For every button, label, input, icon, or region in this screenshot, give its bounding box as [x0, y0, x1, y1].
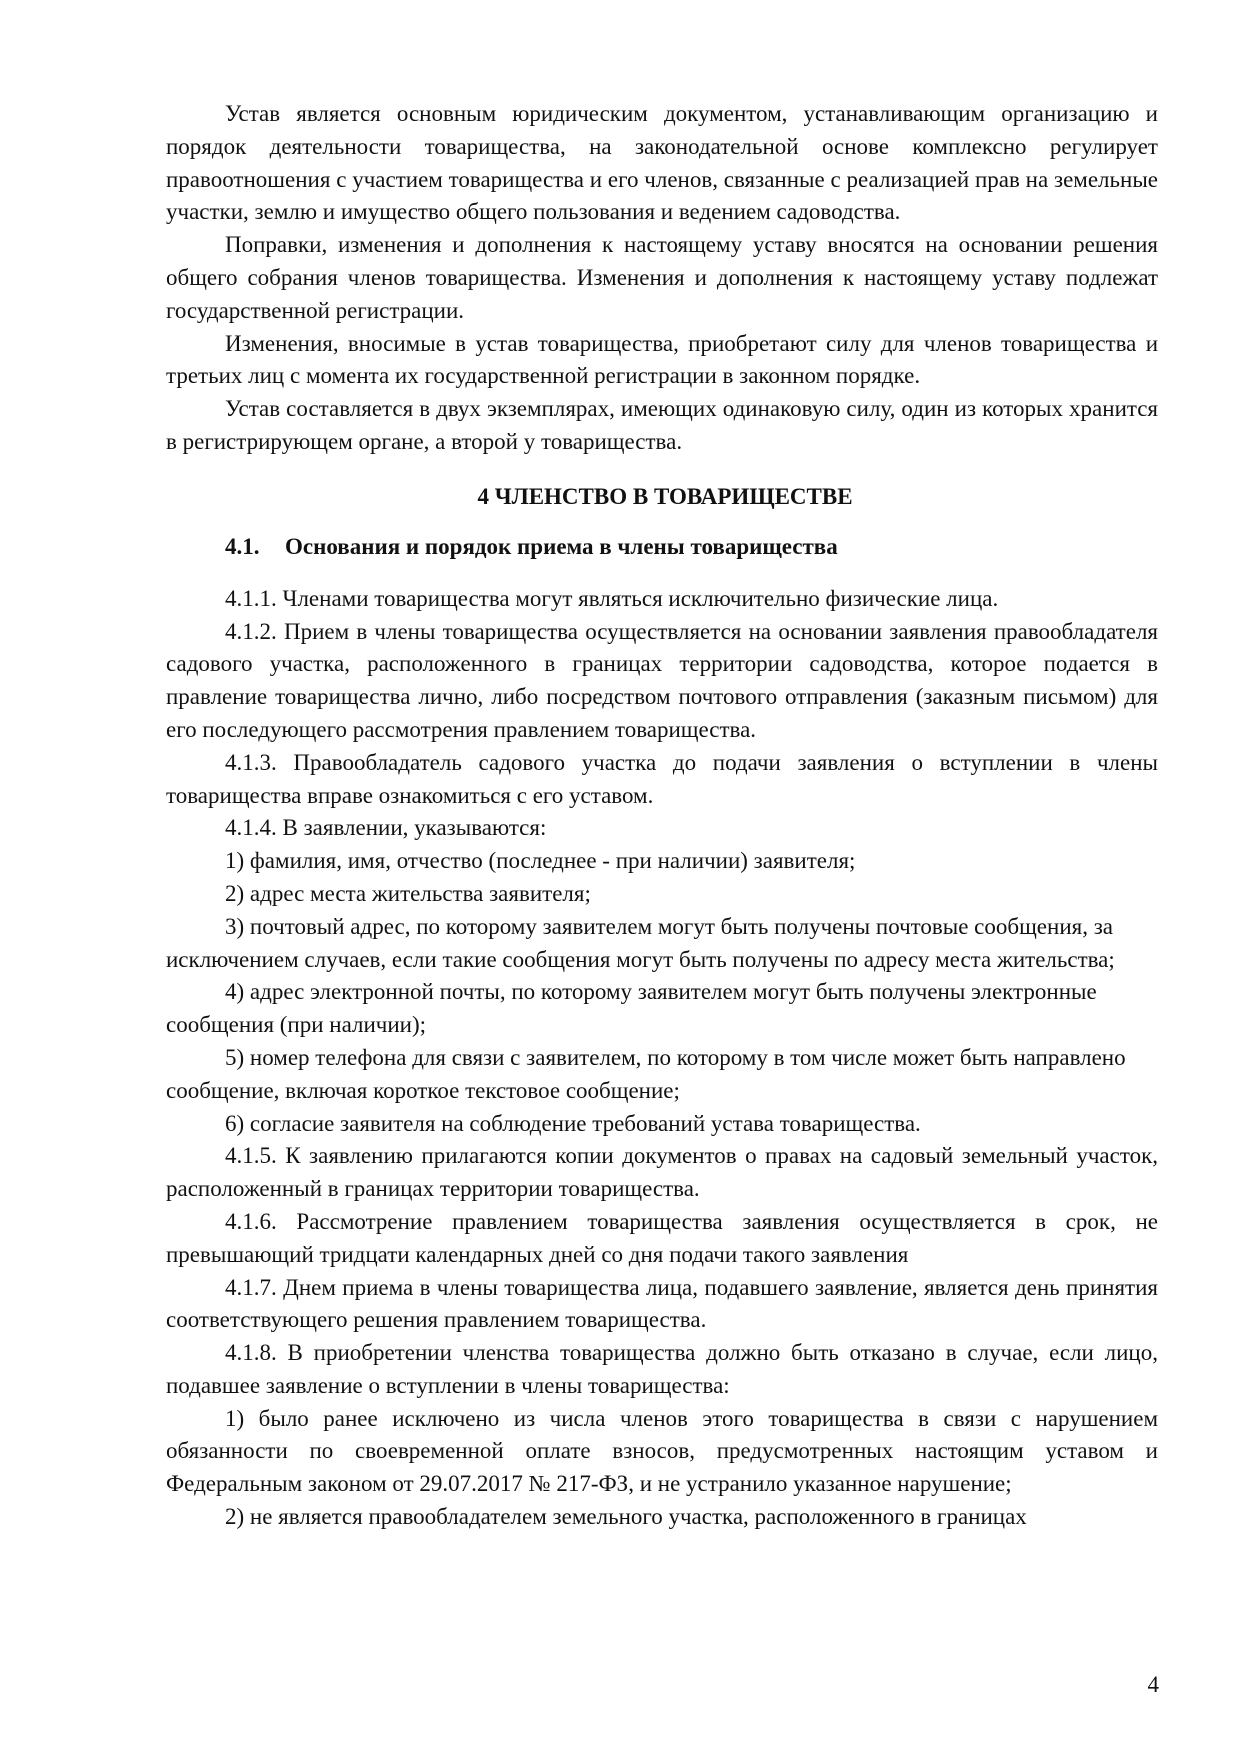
list-item-4: 4) адрес электронной почты, по которому заявителем могут быть получены электронные сообщения (при наличии); [166, 979, 1097, 1038]
subsection-number: 4.1. [225, 533, 260, 559]
section-heading: 4 ЧЛЕНСТВО В ТОВАРИЩЕСТВЕ [477, 483, 853, 509]
list-item-1: 1) фамилия, имя, отчество (последнее - при наличии) заявителя; [225, 848, 856, 874]
list-item-2: 2) адрес места жительства заявителя; [225, 880, 591, 906]
subsection-title: Основания и порядок приема в члены товарищества [285, 533, 838, 559]
paragraph-charter-definition: Устав является основным юридическим документом, устанавливающим организацию и порядок деятельности товарищества, на законодательной основе комплексно регулирует правоотношения с участием товарищества и его членов, связанные с реализацией прав на земельные участки, землю и имущество общего пользования и ведением садоводства. [166, 101, 1158, 225]
clause-4-1-7: 4.1.7. Днем приема в члены товарищества лица, подавшего заявление, является день принятия соответствующего решения правлением товарищества. [166, 1274, 1158, 1333]
list-item-6: 6) согласие заявителя на соблюдение требований устава товарищества. [225, 1110, 921, 1136]
list-item-5: 5) номер телефона для связи с заявителем, по которому в том числе может быть направлено сообщение, включая короткое текстовое сообщение; [166, 1044, 1126, 1103]
clause-4-1-5: 4.1.5. К заявлению прилагаются копии документов о правах на садовый земельный участок, расположенный в границах территории товарищества. [166, 1143, 1158, 1202]
clause-4-1-4: 4.1.4. В заявлении, указываются: [225, 815, 547, 841]
list-item-3: 3) почтовый адрес, по которому заявителем могут быть получены почтовые сообщения, за исключением случаев, если такие сообщения могут быть получены по адресу места жительства; [166, 913, 1115, 972]
clause-4-1-1: 4.1.1. Членами товарищества могут являться исключительно физические лица. [225, 585, 999, 611]
paragraph-amendments: Поправки, изменения и дополнения к настоящему уставу вносятся на основании решения общего собрания членов товарищества. Изменения и дополнения к настоящему уставу подлежат государственной регистрации. [166, 232, 1158, 323]
paragraph-changes-effect: Изменения, вносимые в устав товарищества, приобретают силу для членов товарищества и третьих лиц с момента их государственной регистрации в законном порядке. [166, 330, 1158, 389]
clause-4-1-6: 4.1.6. Рассмотрение правлением товарищества заявления осуществляется в срок, не превышающий тридцати календарных дней со дня подачи такого заявления [166, 1208, 1158, 1267]
page-number: 4 [1147, 1672, 1159, 1697]
clause-4-1-2: 4.1.2. Прием в члены товарищества осуществляется на основании заявления правообладателя садового участка, расположенного в границах территории садоводства, которое подается в правление товарищества лично, либо посредством почтового отправления (заказным письмом) для его последующего рассмотрения правлением товарищества. [166, 618, 1158, 742]
clause-4-1-3: 4.1.3. Правообладатель садового участка до подачи заявления о вступлении в члены товарищества вправе ознакомиться с его уставом. [166, 749, 1158, 808]
paragraph-copies: Устав составляется в двух экземплярах, имеющих одинаковую силу, один из которых хранится в регистрирующем органе, а второй у товарищества. [166, 396, 1158, 454]
document-page [166, 98, 1158, 1534]
refusal-item-2: 2) не является правообладателем земельного участка, расположенного в границах [225, 1504, 1027, 1530]
subsection-heading [166, 530, 1158, 563]
clause-4-1-8: 4.1.8. В приобретении членства товарищества должно быть отказано в случае, если лицо, подавшее заявление о вступлении в члены товарищества: [166, 1340, 1158, 1398]
clause-list [166, 583, 1158, 1534]
refusal-item-1: 1) было ранее исключено из числа членов этого товарищества в связи с нарушением обязанности по своевременной оплате взносов, предусмотренных настоящим уставом и Федеральным законом от 29.07.2017 № 217-ФЗ, и не устранило указанное нарушение; [166, 1405, 1158, 1497]
